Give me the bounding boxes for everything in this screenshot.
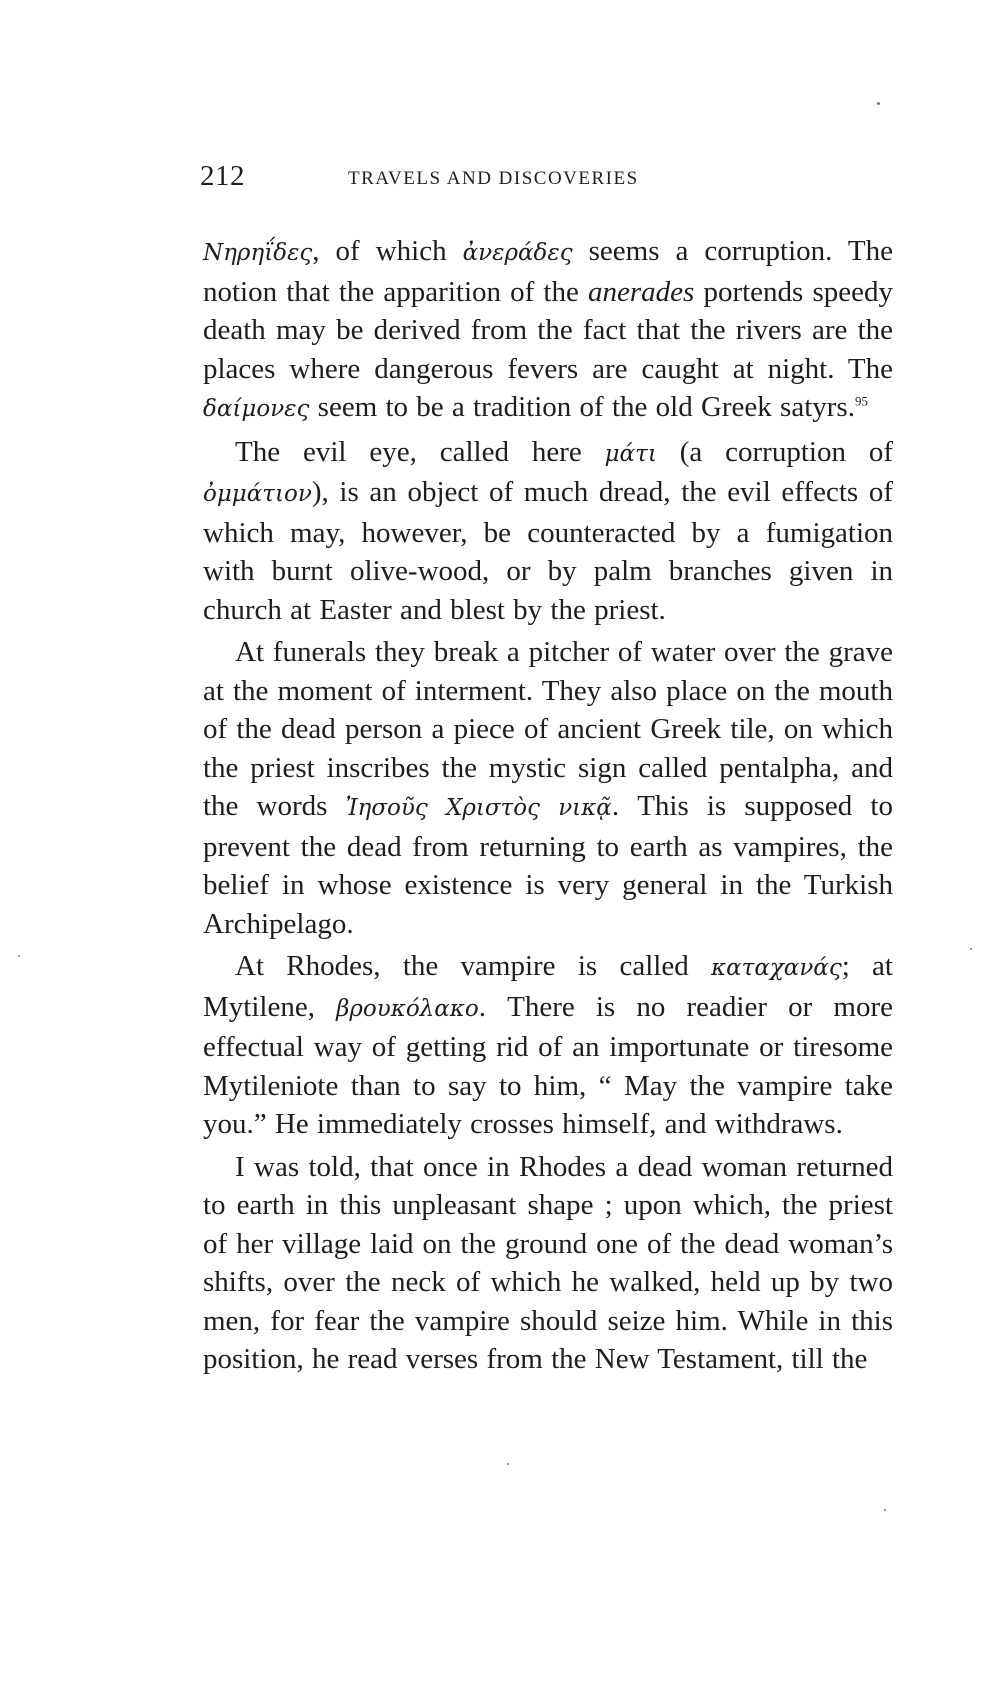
text-run: . This is supposed to prevent the dead from returning to earth as vampires, the belief in whose existence is very general in the Turkish Archipelago. [203,790,893,940]
greek-term: Ἰησοῦς Χριστὸς νικᾷ [345,795,612,821]
paragraph [203,947,893,1144]
paper-speck [507,1463,509,1465]
running-head-title: TRAVELS AND DISCOVERIES [348,168,639,189]
page-number: 212 [200,160,245,192]
greek-term: Νηρηΐδες [203,240,313,266]
body-text [203,232,893,1379]
paper-speck [970,948,972,950]
text-run: seems a corruption. The notion that the apparition of the [203,235,893,308]
text-run: At funerals they break a pitcher of water over the grave at the moment of interment. They also place on the mouth of the dead person a piece of ancient Greek tile, on which the priest inscribes the mystic sign called pentalpha, and the words [203,636,893,822]
text-run: At Rhodes, the vampire is called [235,950,711,982]
paper-speck [18,955,20,957]
footnote-marker: 95 [854,393,868,409]
italic-term: anerades [588,275,695,308]
paper-speck [877,102,880,105]
text-run: The evil eye, called here [235,435,605,468]
greek-term: ἀνεράδες [462,240,573,266]
greek-term: βρουκόλακο [336,995,479,1022]
greek-term: ὀμμάτιον [203,481,312,507]
text-run: (a corruption of [656,435,893,468]
greek-term: καταχανάς [710,955,842,981]
paragraph [203,232,893,429]
paragraph [203,1148,893,1379]
running-head [200,160,710,200]
paragraph [203,433,893,630]
text-run: . There is no readier or more effectual way of getting rid of an importunate or tiresome Mytileniote than to say to him, “ May the vampire take you.” He immediately crosses himself, and withdraws. [203,990,893,1140]
greek-term: μάτι [604,440,657,467]
paper-speck [884,1509,886,1511]
text-run: portends speedy death may be derived from the fact that the rivers are the places where dangerous fevers are caught at night. The [203,275,893,385]
greek-term: δαίμονες [203,396,310,422]
text-run: ; at Mytilene, [203,950,893,1023]
text-run: ), is an object of much dread, the evil effects of which may, however, be counteracted by a fumigation with burnt olive-wood, or by palm branches given in church at Easter and blest by the priest. [203,476,893,626]
text-run: , of which [312,235,463,267]
text-run: I was told, that once in Rhodes a dead woman returned to earth in this unpleasant shape ; upon which, the priest of her village laid on the ground one of the dead woman’s shifts, over the neck of which he walked, held up by two men, for fear the vampire should seize him. While in this position, he read verses from the New Testament, till the [203,1150,893,1375]
text-run: seem to be a tradition of the old Greek satyrs. [309,391,855,423]
paragraph [203,633,893,943]
